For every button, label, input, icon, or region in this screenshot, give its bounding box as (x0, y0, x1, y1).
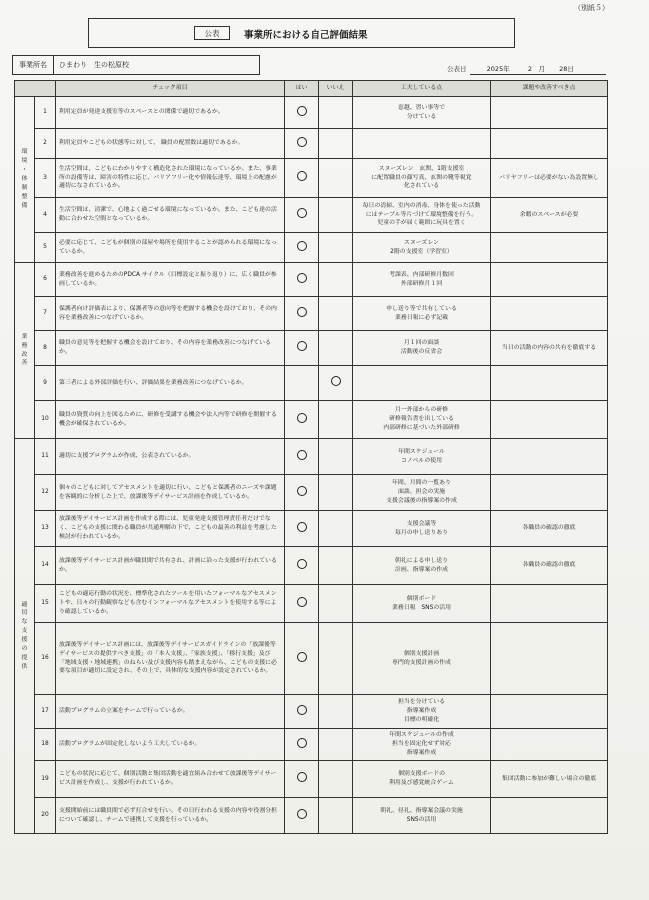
no-cell (319, 198, 353, 233)
publication-year: 2025年 (486, 65, 510, 73)
row-number: 4 (35, 198, 56, 233)
circle-mark-icon (297, 597, 307, 607)
circle-mark-icon (297, 137, 307, 147)
annex-label: （別紙５） (574, 4, 609, 12)
no-cell (319, 623, 353, 695)
check-item-text: 個々のこどもに対してアセスメントを適切に行い、こどもと保護者のニーズや課題を客観的に分析した上で、放課後等デイサービス計画を作成しているか。 (56, 475, 285, 511)
header-no: いいえ (319, 81, 353, 97)
effort-text: 個別支援計画 専門的支援計画の作成 (353, 623, 491, 695)
circle-mark-icon (297, 705, 307, 715)
table-row (15, 729, 608, 761)
table-row (15, 439, 608, 475)
improvement-text (491, 585, 608, 623)
yes-cell (285, 585, 319, 623)
improvement-text (491, 97, 608, 129)
category-char: 支 (21, 628, 28, 635)
category-char: 改 (21, 351, 28, 358)
improvement-text: 当日の活動の内容の共有を徹底する (491, 331, 608, 366)
circle-mark-icon (297, 522, 307, 532)
publication-date-label: 公表日 (447, 65, 467, 73)
no-cell (319, 511, 353, 547)
office-box (12, 55, 260, 75)
effort-text: スヌーズレン 2階の支援室（学習室） (353, 233, 491, 263)
circle-mark-icon (297, 413, 307, 423)
check-item-text: 活動プログラムが固定化しないよう工夫しているか。 (56, 729, 285, 761)
effort-text: 考課表、内部研修月数回 外部研修月１回 (353, 263, 491, 297)
yes-cell (285, 331, 319, 366)
date-underline (470, 74, 606, 75)
improvement-text (491, 297, 608, 331)
circle-mark-icon (297, 341, 307, 351)
no-cell (319, 97, 353, 129)
check-item-text: 第三者による外部評価を行い、評価結果を業務改善につなげているか。 (56, 366, 285, 401)
table-row (15, 585, 608, 623)
row-number: 8 (35, 331, 56, 366)
no-cell (319, 547, 353, 585)
effort-text (353, 129, 491, 159)
category-char: の (21, 645, 28, 652)
check-item-text: 放課後等デイサービス計画を作成する際には、児童発達支援管理責任者だけでなく、こどもの支援に関わる職員が共通理解の下で、こどもの最善の利益を考慮した検討が行われているか。 (56, 511, 285, 547)
check-item-text: 業務改善を進めるためのPDCA サイクル（目標設定と振り返り）に、広く職員が参画しているか。 (56, 263, 285, 297)
effort-text: 窓越、習い事等で 分けている (353, 97, 491, 129)
table-row (15, 695, 608, 729)
category-char: 環 (21, 149, 28, 156)
yes-cell (285, 366, 319, 401)
improvement-text (491, 439, 608, 475)
check-item-text: 利用定員やこどもの状態等に対して、 職員の配置数は適切であるか。 (56, 129, 285, 159)
no-cell (319, 263, 353, 297)
row-number: 16 (35, 623, 56, 695)
category-char: 業 (21, 333, 28, 340)
check-item-text: 必要に応じて、こどもが個別の部屋や場所を使用することが認められる環境になっているか。 (56, 233, 285, 263)
no-cell (319, 695, 353, 729)
no-cell (319, 585, 353, 623)
effort-text: 年間スケジュール コノベルの使用 (353, 439, 491, 475)
row-number: 3 (35, 159, 56, 198)
circle-mark-icon (297, 273, 307, 283)
evaluation-table (14, 80, 608, 834)
header-blank (15, 81, 56, 97)
check-item-text: 職員の意見等を把握する機会を設けており、その内容を業務改善につなげているか。 (56, 331, 285, 366)
category-char: 制 (21, 184, 28, 191)
category-char: 切 (21, 610, 28, 617)
header-improve: 課題や改善すべき点 (491, 81, 608, 97)
check-item-text: 利用定員が発達支援室等のスペースとの関係で適切であるか。 (56, 97, 285, 129)
header-check-item: チェック項目 (56, 81, 285, 97)
effort-text: 申し送り等で共有している 業務日報に必ず記載 (353, 297, 491, 331)
row-number: 6 (35, 263, 56, 297)
circle-mark-icon (297, 307, 307, 317)
check-item-text: 生活空間は、こどもにわかりやすく構造化された環境になっているか。また、事業所の設備等は、障害の特性に応じ、バリアフリー化や情報伝達等、環境上の配慮が適切になされているか。 (56, 159, 285, 198)
row-number: 5 (35, 233, 56, 263)
improvement-text: 余暇のスペースが必要 (491, 198, 608, 233)
yes-cell (285, 401, 319, 439)
yes-cell (285, 198, 319, 233)
office-name: ひまわり 生の松原校 (59, 61, 129, 69)
publication-month: 2 月 (527, 65, 545, 73)
yes-cell (285, 623, 319, 695)
circle-mark-icon (331, 376, 341, 386)
improvement-text (491, 366, 608, 401)
document-title: 事業所における自己評価結果 (244, 30, 368, 41)
row-number: 7 (35, 297, 56, 331)
check-item-text: 生活空間は、清潔で、心地よく過ごせる環境になっているか。また、こども達の活動に合わせた空間となっているか。 (56, 198, 285, 233)
circle-mark-icon (297, 106, 307, 116)
circle-mark-icon (297, 772, 307, 782)
header-yes: はい (285, 81, 319, 97)
no-cell (319, 233, 353, 263)
effort-text: 年間、月間の一覧あり 面談、担会の実施 支援会議後の指導案の作成 (353, 475, 491, 511)
table-row (15, 331, 608, 366)
yes-cell (285, 729, 319, 761)
check-item-text: こどもの適応行動の状況を、標準化されたツールを用いたフォーマルなアセスメントや、日々の行動観察なども含むインフォーマルなアセスメントを使用する等により確認しているか。 (56, 585, 285, 623)
row-number: 20 (35, 798, 56, 834)
row-number: 19 (35, 761, 56, 798)
improvement-text (491, 623, 608, 695)
circle-mark-icon (297, 738, 307, 748)
category-char: 備 (21, 202, 28, 209)
check-item-text: 適切に支援プログラムが作成、公表されているか。 (56, 439, 285, 475)
category-char: 供 (21, 663, 28, 670)
check-item-text: 支援開始前には職員間で必ず打合せを行い、その日行われる支援の内容や役割分担について確認し、チームで連携して支援を行っているか。 (56, 798, 285, 834)
category-char: 提 (21, 654, 28, 661)
category-char: 体 (21, 176, 28, 183)
row-number: 17 (35, 695, 56, 729)
check-item-text: 放課後等デイサービス計画には、放課後等デイサービスガイドラインの「放課後等デイサービスの提供すべき支援」の「本人支援」、「家族支援」、「移行支援」及び「地域支援・地域連携」のねらい及び支援内容も踏まえながら、こどもの支援に必要な項目が適切に設定され、その上で、具体的な支援内容が設定されているか。 (56, 623, 285, 695)
yes-cell (285, 233, 319, 263)
table-row (15, 97, 608, 129)
yes-cell (285, 511, 319, 547)
no-cell (319, 366, 353, 401)
improvement-text: 各職員の確認の徹底 (491, 511, 608, 547)
yes-cell (285, 761, 319, 798)
yes-cell (285, 547, 319, 585)
no-cell (319, 761, 353, 798)
effort-text: スヌーズレン 玄関、1階支援室 に配置職員の顔写真、玄関の靴等視覚 化されている (353, 159, 491, 198)
category-env (15, 97, 35, 263)
improvement-text (491, 263, 608, 297)
yes-cell (285, 475, 319, 511)
circle-mark-icon (297, 652, 307, 662)
effort-text: 支援会議等 毎月の申し送りあり (353, 511, 491, 547)
no-cell (319, 439, 353, 475)
category-char: ・ (21, 167, 28, 174)
no-cell (319, 159, 353, 198)
circle-mark-icon (297, 809, 307, 819)
improvement-text (491, 475, 608, 511)
check-item-text: 職員の資質の向上を図るために、研修を受講する機会や法人内等で研修を開催する機会が確保されているか。 (56, 401, 285, 439)
no-cell (319, 401, 353, 439)
yes-cell (285, 297, 319, 331)
table-row (15, 761, 608, 798)
row-number: 15 (35, 585, 56, 623)
yes-cell (285, 439, 319, 475)
table-row (15, 623, 608, 695)
public-badge: 公表 (194, 26, 230, 40)
improvement-text (491, 729, 608, 761)
table-row (15, 233, 608, 263)
category-char: 整 (21, 193, 28, 200)
row-number: 13 (35, 511, 56, 547)
improvement-text: バリヤフリーは必要がない為設置無し (491, 159, 608, 198)
effort-text: 月１回の面談 活動後の反省会 (353, 331, 491, 366)
row-number: 18 (35, 729, 56, 761)
table-row (15, 511, 608, 547)
circle-mark-icon (297, 450, 307, 460)
category-char: 適 (21, 601, 28, 608)
yes-cell (285, 97, 319, 129)
table-row (15, 198, 608, 233)
effort-text: 月一外部からの研修 研修報告書を出している 内部研修に基づいた外部研修 (353, 401, 491, 439)
effort-text: 朝礼、昼礼、指導案会議の実施 SNSの活用 (353, 798, 491, 834)
category-char: 善 (21, 360, 28, 367)
no-cell (319, 297, 353, 331)
title-box (88, 18, 515, 48)
improvement-text (491, 233, 608, 263)
no-cell (319, 129, 353, 159)
row-number: 14 (35, 547, 56, 585)
office-label: 事業所名 (13, 56, 54, 74)
table-row (15, 129, 608, 159)
table-row (15, 263, 608, 297)
improvement-text (491, 129, 608, 159)
improvement-text: 集団活動に参加が難しい場合の徹底 (491, 761, 608, 798)
publication-date (447, 64, 574, 73)
effort-text: 個別支援ボードの 利用及び感覚統合ゲーム (353, 761, 491, 798)
yes-cell (285, 159, 319, 198)
yes-cell (285, 129, 319, 159)
header-effort: 工夫している点 (353, 81, 491, 97)
category-char: 援 (21, 637, 28, 643)
no-cell (319, 729, 353, 761)
row-number: 12 (35, 475, 56, 511)
table-row (15, 798, 608, 834)
yes-cell (285, 263, 319, 297)
effort-text: 担当を分けている 指導案作成 目標の明確化 (353, 695, 491, 729)
effort-text (353, 366, 491, 401)
circle-mark-icon (297, 171, 307, 181)
table-row (15, 297, 608, 331)
check-item-text: こどもの状況に応じて、個別活動と集団活動を適宜組み合わせて放課後等デイサービス計画を作成し、支援が行われているか。 (56, 761, 285, 798)
check-item-text: 保護者向け評価表により、保護者等の意向等を把握する機会を設けており、その内容を業務改善につなげているか。 (56, 297, 285, 331)
category-biz (15, 263, 35, 439)
category-char: な (21, 619, 28, 626)
effort-text: 毎日の清掃、室内の消毒、身体を使った活動 にはテーブル等片づけて環境整備を行う。 児童の手が届く範囲に玩具を置く (353, 198, 491, 233)
row-number: 9 (35, 366, 56, 401)
table-row (15, 547, 608, 585)
no-cell (319, 475, 353, 511)
no-cell (319, 331, 353, 366)
publication-day: 28日 (559, 65, 574, 73)
table-row (15, 401, 608, 439)
yes-cell (285, 798, 319, 834)
improvement-text (491, 798, 608, 834)
check-item-text: 放課後等デイサービス計画が職員間で共有され、計画に沿った支援が行われているか。 (56, 547, 285, 585)
effort-text: 朝礼による申し送り 計画、指導案の作成 (353, 547, 491, 585)
table-row (15, 159, 608, 198)
circle-mark-icon (297, 559, 307, 569)
circle-mark-icon (297, 486, 307, 496)
table-row (15, 366, 608, 401)
yes-cell (285, 695, 319, 729)
improvement-text (491, 401, 608, 439)
no-cell (319, 798, 353, 834)
circle-mark-icon (297, 241, 307, 251)
row-number: 10 (35, 401, 56, 439)
table-row (15, 475, 608, 511)
check-item-text: 活動プログラムの立案をチームで行っているか。 (56, 695, 285, 729)
effort-text: 年間スケジュールの作成 担当を固定化せず対応 指導案作成 (353, 729, 491, 761)
category-char: 務 (21, 342, 28, 349)
category-char: 境 (21, 158, 28, 165)
row-number: 1 (35, 97, 56, 129)
table-header-row (15, 81, 608, 97)
circle-mark-icon (297, 208, 307, 218)
row-number: 11 (35, 439, 56, 475)
improvement-text: 各職員の確認の徹底 (491, 547, 608, 585)
improvement-text (491, 695, 608, 729)
category-support (15, 439, 35, 834)
effort-text: 個別ボード 業務日報 SNSの活用 (353, 585, 491, 623)
row-number: 2 (35, 129, 56, 159)
